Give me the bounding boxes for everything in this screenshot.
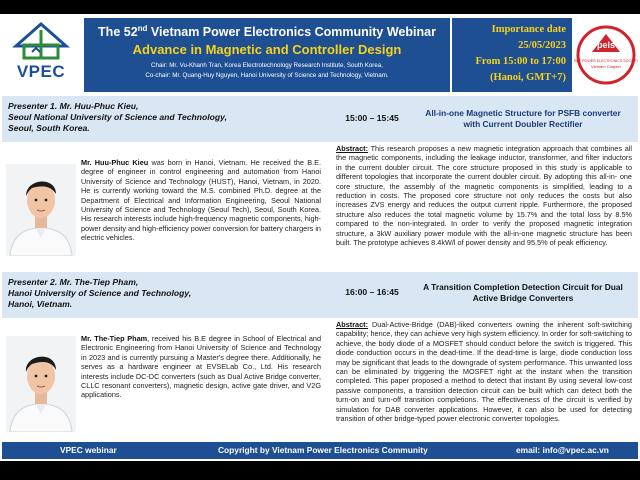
presenter1-topic: All-in-one Magnetic Structure for PSFB converter with Current Doubler Rectifier: [425, 108, 621, 129]
svg-text:IEEE POWER ELECTRONICS SOCIETY: IEEE POWER ELECTRONICS SOCIETY: [574, 59, 638, 63]
event-timezone: (Hanoi, GMT+7): [490, 72, 566, 83]
cochair-text: Co-chair: Mr. Quang-Huy Nguyen, Hanoi University of Science and Technology, Vietnam.: [145, 72, 389, 79]
footer-email: email: info@vpec.ac.vn: [516, 445, 609, 455]
webinar-title: The 52nd Vietnam Power Electronics Community Webinar: [98, 24, 436, 40]
pels-logo: [574, 18, 638, 92]
title-band: [84, 18, 450, 92]
footer-copyright: Copyright by Vietnam Power Electronics Community: [218, 445, 428, 455]
header: [0, 14, 640, 94]
date-band: [452, 18, 572, 92]
presenter1-name: Presenter 1. Mr. Huu-Phuc Kieu, Seoul National University of Science and Technology, Seoul, South Korea.: [8, 101, 228, 133]
svg-text:Vietnam Chapter: Vietnam Chapter: [591, 64, 621, 69]
event-time: From 15:00 to 17:00: [475, 56, 566, 67]
presenter1-abstract: Abstract: This research proposes a new magnetic integration approach that combines all the magnetic components, including the leakage inductor, transformer, and filter inductors in the current doubler circuit. The core structure proposed in this study is applicable to different topologies that incorporate the current doubler circuit. By adopting this all-in- one core structure, the assembly of the magnetic components is simplified, leading to a reduction in costs. The proposed core structure not only reduces the costs but also increases ZVS energy and reduces the output current ripple. Furthermore, the proposed structure also reduces the total magnetic volume by 15.7% and the total loss by 8.5% compared to the non-integrated. In order to verify the proposed magnetic integration structure, a 3kW auxiliary power module with the all-in-one magnetic structure has been built. The prototype achieves 8.4kW/l of power density and 95.5% of peak efficiency.: [336, 144, 632, 248]
importance-label: Importance date: [491, 24, 566, 35]
logo-text: VPEC: [16, 62, 66, 81]
presenter2-time: 16:00 – 16:45: [345, 287, 399, 297]
presenter1-bio: Mr. Huu-Phuc Kieu was born in Hanoi, Vietnam. He received the B.E. degree of engineer in control engineering and automation from Hanoi University of Science and Technology (HUST), Hanoi, Vietnam, in 2020. He is currently working toward the M.S. combined Ph.D. degree at the Department of Electrical and Information Engineering, Seoul National University of Science and Technology (Seoul Tech), Seoul, South Korea. His research interests include high-frequency magnetic components, high-power density and high-efficiency power conversion for battery chargers in electric vehicles.: [81, 158, 321, 243]
presenter2-name: Presenter 2. Mr. The-Tiep Pham, Hanoi University of Science and Technology, Hanoi, Vietnam.: [8, 277, 192, 309]
vpec-logo-icon: [8, 22, 74, 62]
svg-text:pels: pels: [596, 40, 616, 50]
event-date: 25/05/2023: [518, 40, 566, 51]
footer: [2, 442, 638, 459]
presenter2-bio: Mr. The-Tiep Pham, received his B.E degree in School of Electrical and Electronic Engineering from Hanoi University of Science and Technology in 2023 and is currently pursuing a Master's degree there. Additionally, he serves as a hardware engineer at EVSELab Co., Ltd. His research interests include DC-DC converters (such as Dual Active Bridge converter, CLLC resonant converters), magnetic design, active gate driver, and V2G applications.: [81, 334, 321, 400]
presenter2-photo: [6, 336, 76, 432]
bottom-letterbox: [0, 461, 640, 480]
chair-text: Chair: Mr. Vu-Khanh Tran, Korea Electrotechnology Research Institute, South Korea,: [151, 62, 383, 69]
webinar-subtitle: Advance in Magnetic and Controller Design: [132, 42, 402, 57]
presenter1-header: [2, 96, 638, 142]
pels-logo-icon: [574, 18, 638, 92]
slide: [0, 14, 640, 461]
footer-left: VPEC webinar: [60, 445, 117, 455]
presenter2-header: [2, 272, 638, 318]
vpec-logo: [2, 16, 80, 92]
presenter2-abstract: Abstract: Dual-Active-Bridge (DAB)-liked converters owning the inherent soft-switching capability; hence, they can achieve very high system efficiency. In order for soft-switching to achieve, the body diode of a MOSFET should conduct before the switch is triggered. This diode conduction occurs in the dead-time. If the dead-time is large, diode conduction loss may be significant that leads to the downgrade of system performance. This unwanted loss can be eliminated by triggering the MOSFET right at the instant when the transition completed. This paper proposed a method to detect that instant By using several low-cost passive components, a transition detection circuit can be built which can detect both the turn-on and turn-off transition completions. The effectiveness of the circuit is verified by simulation for DAB converter applications. However, it can also be used for detecting transition of other bridge-typed power electronic converter topologies.: [336, 320, 632, 424]
presenter2-topic: A Transition Completion Detection Circuit for Dual Active Bridge Converters: [423, 282, 623, 303]
presenter1-time: 15:00 – 15:45: [345, 113, 399, 123]
top-letterbox: [0, 0, 640, 14]
presenter1-photo: [6, 164, 76, 256]
